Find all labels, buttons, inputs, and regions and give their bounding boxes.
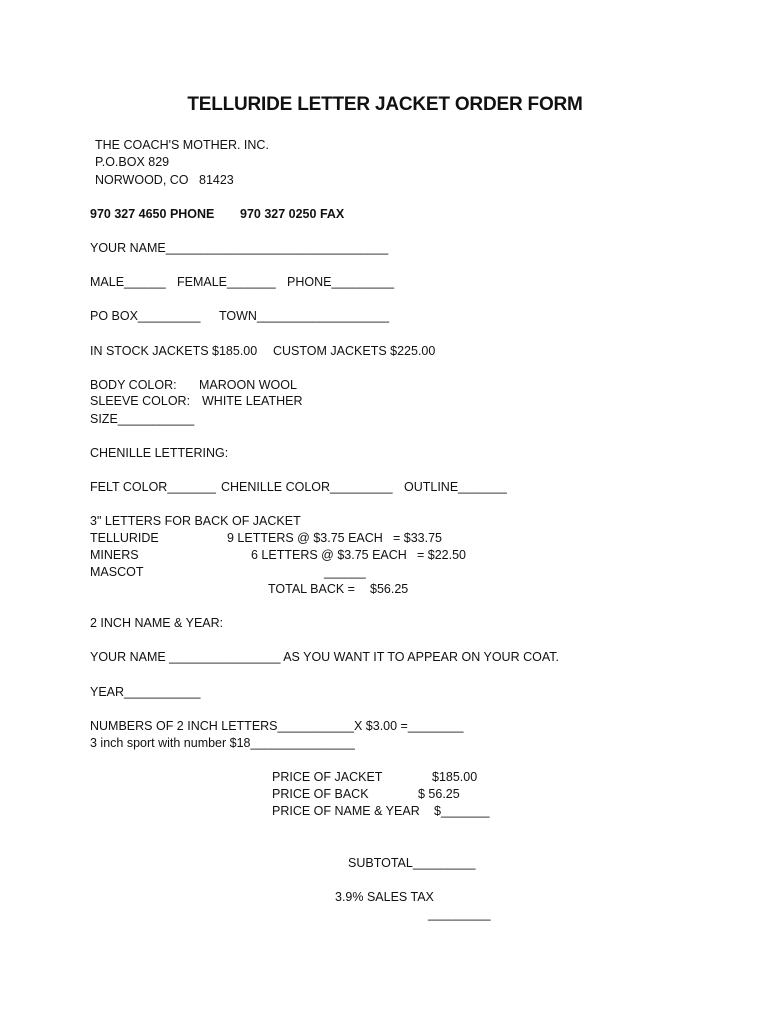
body-color-label: BODY COLOR: [90,378,177,392]
price-jacket-label: PRICE OF JACKET [272,770,383,784]
total-back-label: TOTAL BACK = [268,582,355,596]
back-row-detail: 9 LETTERS @ $3.75 EACH [227,531,383,545]
price-jacket-value: $185.00 [432,770,478,784]
sales-tax-field[interactable]: _________ [428,907,491,921]
phone-field[interactable]: PHONE_________ [287,275,395,289]
company-zip: 81423 [199,173,234,187]
in-stock-price: IN STOCK JACKETS $185.00 [90,344,258,358]
company-po-box: P.O.BOX 829 [95,155,170,169]
phone-number: 970 327 4650 PHONE [90,207,215,221]
body-color-value: MAROON WOOL [199,378,297,392]
company-city: NORWOOD, CO [95,173,189,187]
felt-color-field[interactable]: FELT COLOR_______ [90,480,216,494]
name-on-coat-field[interactable]: YOUR NAME ________________ AS YOU WANT IT TO APPEAR ON YOUR COAT. [90,650,559,664]
name-year-heading: 2 INCH NAME & YEAR: [90,616,224,630]
back-row-total: = $33.75 [393,531,443,545]
sales-tax-label: 3.9% SALES TAX [335,890,434,904]
price-name-year-field[interactable]: $_______ [434,804,490,818]
chenille-heading: CHENILLE LETTERING: [90,446,229,460]
your-name-field[interactable]: YOUR NAME________________________________ [90,241,389,255]
back-row-name: TELLURIDE [90,531,159,545]
back-row-name: MASCOT [90,565,144,579]
male-field[interactable]: MALE______ [90,275,166,289]
custom-price: CUSTOM JACKETS $225.00 [273,344,436,358]
chenille-color-field[interactable]: CHENILLE COLOR_________ [221,480,393,494]
town-field[interactable]: TOWN___________________ [219,309,390,323]
back-row-total[interactable]: ______ [324,565,366,579]
form-title: TELLURIDE LETTER JACKET ORDER FORM [187,94,583,115]
subtotal-field[interactable]: SUBTOTAL_________ [348,856,476,870]
sport-number-field[interactable]: 3 inch sport with number $18_______________ [90,736,355,750]
sleeve-color-label: SLEEVE COLOR: [90,394,191,408]
back-row-total: = $22.50 [417,548,467,562]
year-field[interactable]: YEAR___________ [90,685,201,699]
outline-field[interactable]: OUTLINE_______ [404,480,507,494]
fax-number: 970 327 0250 FAX [240,207,345,221]
back-letters-heading: 3" LETTERS FOR BACK OF JACKET [90,514,301,528]
total-back-value: $56.25 [370,582,409,596]
company-name: THE COACH'S MOTHER. INC. [95,138,269,152]
back-row-detail: 6 LETTERS @ $3.75 EACH [251,548,407,562]
price-name-year-label: PRICE OF NAME & YEAR [272,804,420,818]
price-back-label: PRICE OF BACK [272,787,369,801]
size-field[interactable]: SIZE___________ [90,412,195,426]
sleeve-color-value: WHITE LEATHER [202,394,303,408]
price-back-value: $ 56.25 [418,787,460,801]
po-box-field[interactable]: PO BOX_________ [90,309,201,323]
back-row-name: MINERS [90,548,139,562]
female-field[interactable]: FEMALE_______ [177,275,276,289]
number-letters-field[interactable]: NUMBERS OF 2 INCH LETTERS___________X $3.00 =________ [90,719,464,733]
